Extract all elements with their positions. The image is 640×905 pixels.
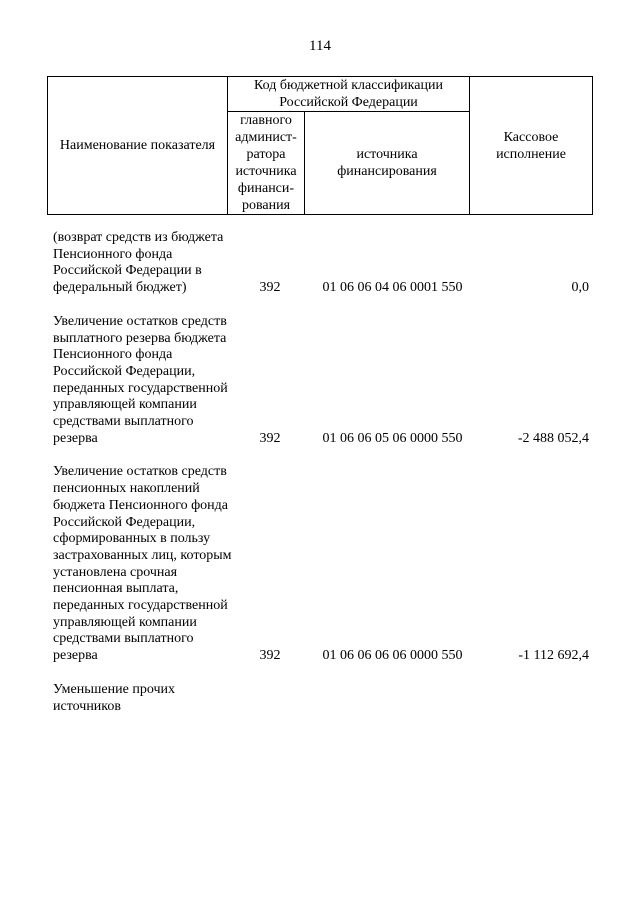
- table-body: [0, 230, 640, 732]
- row-amount: -1 112 692,4: [518, 648, 589, 664]
- row-amount: -2 488 052,4: [517, 430, 589, 446]
- table-row: [0, 230, 640, 297]
- financing-source-header: источника финансирования: [305, 112, 470, 215]
- cash-execution-header: Кассовое исполнение: [470, 77, 593, 215]
- row-name: (возврат средств из бюджета Пенсионного фонда Российской Федерации в федеральный бюджет): [53, 230, 224, 296]
- budget-code-header: Код бюджетной классификации Российской Федерации: [228, 77, 470, 112]
- page-number: 114: [309, 38, 331, 54]
- chief-administrator-header: главного админист- ратора источника финанси- рования: [228, 112, 305, 215]
- row-name: Увеличение остатков средств пенсионных накоплений бюджета Пенсионного фонда Российской Федерации, сформированных в пользу застрахованных лиц, которым установлена срочная пенсионная выплата, переданных государственной управляющей компании средствами выплатного резерва: [53, 464, 232, 664]
- row-source-code: 01 06 06 05 06 0000 550: [322, 430, 463, 446]
- row-admin-code: 392: [259, 280, 281, 296]
- table-header: [47, 76, 593, 215]
- table-row: [0, 314, 640, 448]
- row-name: Увеличение остатков средств выплатного резерва бюджета Пенсионного фонда Российской Федерации, переданных государственной управляющей компании средствами выплатного резерва: [53, 313, 228, 446]
- row-admin-code: 392: [259, 648, 281, 664]
- row-amount: 0,0: [571, 280, 589, 296]
- table-row: [0, 682, 640, 715]
- row-admin-code: 392: [259, 430, 281, 446]
- table-row: [0, 464, 640, 664]
- row-source-code: 01 06 06 04 06 0001 550: [322, 280, 463, 296]
- indicator-name-header: Наименование показателя: [48, 77, 228, 215]
- row-name: Уменьшение прочих источников: [53, 681, 175, 714]
- row-source-code: 01 06 06 06 06 0000 550: [322, 648, 463, 664]
